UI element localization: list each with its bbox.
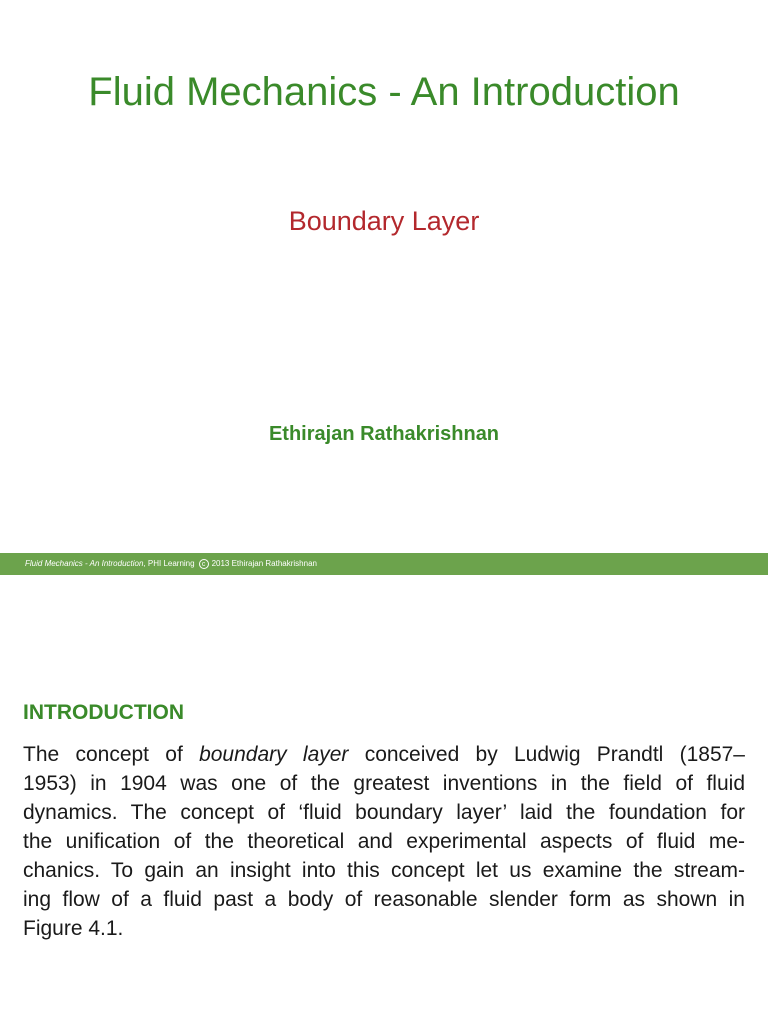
- footer-publisher: , PHI Learning: [143, 559, 195, 568]
- footer-book-title: Fluid Mechanics - An Introduction: [25, 559, 144, 568]
- paragraph-line: dynamics. The concept of ‘fluid boundary layer’ laid the foundation for: [23, 801, 745, 824]
- body-paragraph: [23, 740, 745, 943]
- section-heading: INTRODUCTION: [23, 701, 184, 724]
- paragraph-text: The concept of: [23, 743, 200, 766]
- paragraph-line: 1953) in 1904 was one of the greatest inventions in the field of fluid: [23, 772, 745, 795]
- paragraph-line: the unification of the theoretical and experimental aspects of fluid me-: [23, 830, 745, 853]
- content-slide: [0, 576, 768, 1024]
- slide-subtitle: Boundary Layer: [288, 206, 480, 236]
- paragraph-line: ing flow of a fluid past a body of reasonable slender form as shown in: [23, 888, 745, 911]
- footer-copyright-text: 2013 Ethirajan Rathakrishnan: [211, 559, 317, 568]
- copyright-icon: c: [199, 559, 209, 569]
- paragraph-text: conceived by Ludwig Prandtl (1857–: [348, 743, 745, 766]
- author-name: Ethirajan Rathakrishnan: [268, 423, 500, 445]
- slide-title: Fluid Mechanics - An Introduction: [88, 70, 680, 114]
- paragraph-line: chanics. To gain an insight into this concept let us examine the stream-: [23, 859, 745, 882]
- paragraph-line: Figure 4.1.: [23, 917, 124, 940]
- footer-text: [25, 558, 317, 570]
- footer-band: [0, 553, 768, 575]
- paragraph-emphasis: boundary layer: [199, 743, 349, 766]
- paragraph-line: [23, 740, 745, 769]
